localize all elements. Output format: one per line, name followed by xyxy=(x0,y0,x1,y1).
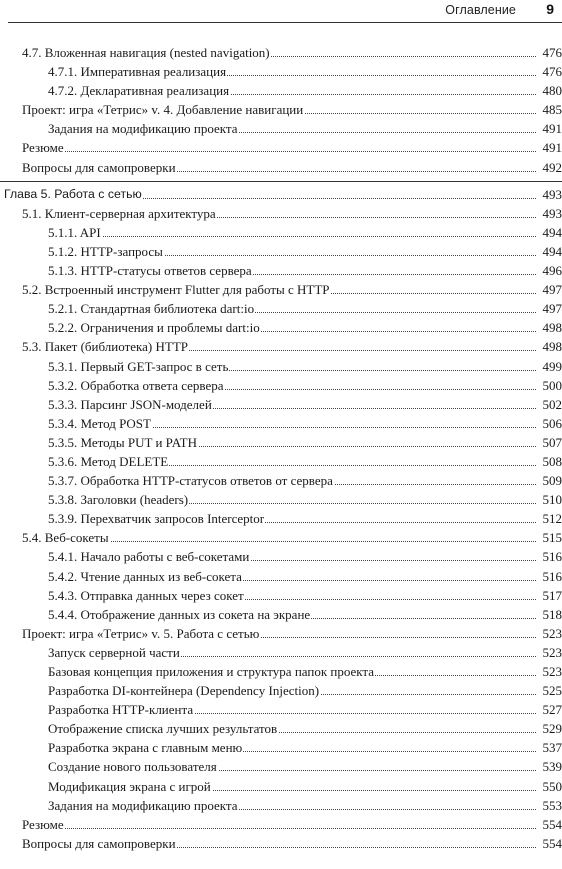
toc-entry-title: 5.3.2. Обработка ответа сервера xyxy=(48,376,225,395)
page-number: 9 xyxy=(546,1,554,17)
toc-entry-title: 5.3.8. Заголовки (headers) xyxy=(48,490,189,509)
toc-entry[interactable] xyxy=(0,158,562,177)
toc-entry-page: 494 xyxy=(536,223,562,242)
toc-entry-page: 554 xyxy=(536,834,562,853)
toc-entry[interactable] xyxy=(0,547,562,566)
toc-entry[interactable] xyxy=(0,299,562,318)
toc-entry-title: Проект: игра «Тетрис» v. 4. Добавление навигации xyxy=(22,100,304,119)
header-divider xyxy=(8,22,562,23)
toc-entry-title: Отображение списка лучших результатов xyxy=(48,719,278,738)
toc-entry-page: 525 xyxy=(536,681,562,700)
toc-entry-title: 5.1.3. HTTP-статусы ответов сервера xyxy=(48,261,253,280)
toc-entry[interactable] xyxy=(0,471,562,490)
toc-entry-title: 5.3.9. Перехватчик запросов Interceptor xyxy=(48,509,265,528)
toc-entry[interactable] xyxy=(0,280,562,299)
toc-entry-page: 491 xyxy=(536,138,562,157)
toc-entry[interactable] xyxy=(0,605,562,624)
toc-entry[interactable] xyxy=(0,119,562,138)
toc-entry-title: 5.4.2. Чтение данных из веб-сокета xyxy=(48,567,243,586)
toc-entry[interactable] xyxy=(0,777,562,796)
toc-entry-title: 5.3.5. Методы PUT и PATH xyxy=(48,433,198,452)
toc-entry-title: 5.1. Клиент-серверная архитектура xyxy=(22,204,217,223)
toc-entry[interactable] xyxy=(0,395,562,414)
toc-entry-page: 502 xyxy=(536,395,562,414)
toc-entry-page: 515 xyxy=(536,528,562,547)
toc-entry-title: 4.7.2. Декларативная реализация xyxy=(48,81,230,100)
page-header xyxy=(0,0,562,24)
toc-entry-page: 523 xyxy=(536,624,562,643)
toc-entry-title: Задания на модификацию проекта xyxy=(48,796,239,815)
toc-entry-page: 554 xyxy=(536,815,562,834)
toc-entry-title: Вопросы для самопроверки xyxy=(22,834,177,853)
toc-entry-title: 5.1.1. API xyxy=(48,223,102,242)
toc-entry[interactable] xyxy=(0,414,562,433)
toc-entry[interactable] xyxy=(0,62,562,81)
toc-entry-page: 509 xyxy=(536,471,562,490)
toc-entry-title: Проект: игра «Тетрис» v. 5. Работа с сетью xyxy=(22,624,260,643)
toc-entry-page: 496 xyxy=(536,261,562,280)
toc-entry[interactable] xyxy=(0,357,562,376)
toc-entry-page: 500 xyxy=(536,376,562,395)
toc-entry-title: 5.3. Пакет (библиотека) HTTP xyxy=(22,337,189,356)
toc-entry-page: 523 xyxy=(536,643,562,662)
toc-entry-page: 485 xyxy=(536,100,562,119)
toc-entry[interactable] xyxy=(0,452,562,471)
toc-entry[interactable] xyxy=(0,204,562,223)
leader-dots xyxy=(48,236,536,237)
toc-entry[interactable] xyxy=(0,81,562,100)
toc-entry[interactable] xyxy=(0,662,562,681)
toc-entry[interactable] xyxy=(0,242,562,261)
toc-entry-title: Разработка экрана с главным меню xyxy=(48,738,243,757)
toc-entry[interactable] xyxy=(0,738,562,757)
toc-entry[interactable] xyxy=(0,509,562,528)
toc-entry[interactable] xyxy=(0,337,562,356)
toc-entry-page: 527 xyxy=(536,700,562,719)
toc-entry-title: 5.1.2. HTTP-запросы xyxy=(48,242,164,261)
toc-entry[interactable] xyxy=(0,643,562,662)
toc-entry[interactable] xyxy=(0,815,562,834)
toc-entry-title: Задания на модификацию проекта xyxy=(48,119,239,138)
toc-entry-page: 510 xyxy=(536,490,562,509)
toc-entry-title: Глава 5. Работа с сетью xyxy=(4,185,143,204)
toc-entry-page: 550 xyxy=(536,777,562,796)
toc-entry-title: 5.3.6. Метод DELETE xyxy=(48,452,169,471)
toc-entry-page: 498 xyxy=(536,318,562,337)
toc-entry[interactable] xyxy=(0,567,562,586)
toc-entry-page: 493 xyxy=(536,204,562,223)
toc-entry-title: 5.3.3. Парсинг JSON-моделей xyxy=(48,395,213,414)
toc-entry[interactable] xyxy=(0,681,562,700)
toc-entry-title: 5.4. Веб-сокеты xyxy=(22,528,110,547)
toc-entry-page: 491 xyxy=(536,119,562,138)
toc-entry-page: 537 xyxy=(536,738,562,757)
toc-entry[interactable] xyxy=(0,318,562,337)
toc-entry-title: Разработка DI-контейнера (Dependency Injection) xyxy=(48,681,320,700)
toc-entry[interactable] xyxy=(0,528,562,547)
chapter-divider xyxy=(0,177,562,185)
toc-entry-page: 508 xyxy=(536,452,562,471)
toc-entry[interactable] xyxy=(0,223,562,242)
toc-entry[interactable] xyxy=(0,433,562,452)
toc-entry-title: 5.3.7. Обработка HTTP-статусов ответов от сервера xyxy=(48,471,334,490)
table-of-contents xyxy=(0,43,562,853)
toc-entry-title: 5.2.2. Ограничения и проблемы dart:io xyxy=(48,318,261,337)
leader-dots xyxy=(22,151,536,152)
toc-entry-title: Модификация экрана с игрой xyxy=(48,777,212,796)
toc-entry-page: 518 xyxy=(536,605,562,624)
toc-entry-title: Запуск серверной части xyxy=(48,643,181,662)
toc-entry-title: 5.4.3. Отправка данных через сокет xyxy=(48,586,245,605)
toc-entry[interactable] xyxy=(0,586,562,605)
toc-entry-page: 523 xyxy=(536,662,562,681)
toc-entry[interactable] xyxy=(0,719,562,738)
toc-entry-page: 507 xyxy=(536,433,562,452)
toc-entry[interactable] xyxy=(0,624,562,643)
toc-entry-title: Резюме xyxy=(22,815,65,834)
toc-entry-page: 480 xyxy=(536,81,562,100)
toc-entry-page: 516 xyxy=(536,547,562,566)
toc-entry-title: 5.2.1. Стандартная библиотека dart:io xyxy=(48,299,255,318)
toc-entry-page: 497 xyxy=(536,280,562,299)
toc-entry-page: 476 xyxy=(536,43,562,62)
toc-entry-title: 5.3.1. Первый GET-запрос в сеть xyxy=(48,357,229,376)
leader-dots xyxy=(22,828,536,829)
toc-entry[interactable] xyxy=(0,261,562,280)
toc-entry-title: 4.7. Вложенная навигация (nested navigation) xyxy=(22,43,271,62)
toc-entry-title: Разработка HTTP-клиента xyxy=(48,700,194,719)
toc-entry-title: Создание нового пользователя xyxy=(48,757,218,776)
toc-entry-page: 492 xyxy=(536,158,562,177)
toc-entry[interactable] xyxy=(0,796,562,815)
toc-entry[interactable] xyxy=(0,100,562,119)
toc-entry-page: 553 xyxy=(536,796,562,815)
toc-entry-title: Резюме xyxy=(22,138,65,157)
toc-entry-title: 5.4.1. Начало работы с веб-сокетами xyxy=(48,547,250,566)
toc-entry-title: Базовая концепция приложения и структура папок проекта xyxy=(48,662,375,681)
toc-entry[interactable] xyxy=(0,43,562,62)
toc-entry-page: 516 xyxy=(536,567,562,586)
toc-entry-page: 539 xyxy=(536,757,562,776)
toc-entry[interactable] xyxy=(0,700,562,719)
toc-entry-page: 517 xyxy=(536,586,562,605)
toc-entry-title: 4.7.1. Императивная реализация xyxy=(48,62,227,81)
toc-entry-page: 512 xyxy=(536,509,562,528)
toc-entry-title: Вопросы для самопроверки xyxy=(22,158,177,177)
toc-entry[interactable] xyxy=(0,376,562,395)
toc-entry-page: 497 xyxy=(536,299,562,318)
toc-entry-page: 529 xyxy=(536,719,562,738)
toc-chapter-entry[interactable] xyxy=(0,185,562,204)
toc-entry-page: 506 xyxy=(536,414,562,433)
toc-entry-page: 498 xyxy=(536,337,562,356)
toc-entry[interactable] xyxy=(0,138,562,157)
toc-entry-page: 493 xyxy=(536,185,562,204)
toc-entry[interactable] xyxy=(0,757,562,776)
toc-entry[interactable] xyxy=(0,490,562,509)
toc-entry-title: 5.4.4. Отображение данных из сокета на экране xyxy=(48,605,311,624)
toc-entry-page: 476 xyxy=(536,62,562,81)
running-head-title: Оглавление xyxy=(445,3,516,17)
toc-entry-title: 5.2. Встроенный инструмент Flutter для работы с HTTP xyxy=(22,280,331,299)
toc-entry[interactable] xyxy=(0,834,562,853)
toc-entry-page: 494 xyxy=(536,242,562,261)
toc-entry-title: 5.3.4. Метод POST xyxy=(48,414,152,433)
toc-entry-page: 499 xyxy=(536,357,562,376)
